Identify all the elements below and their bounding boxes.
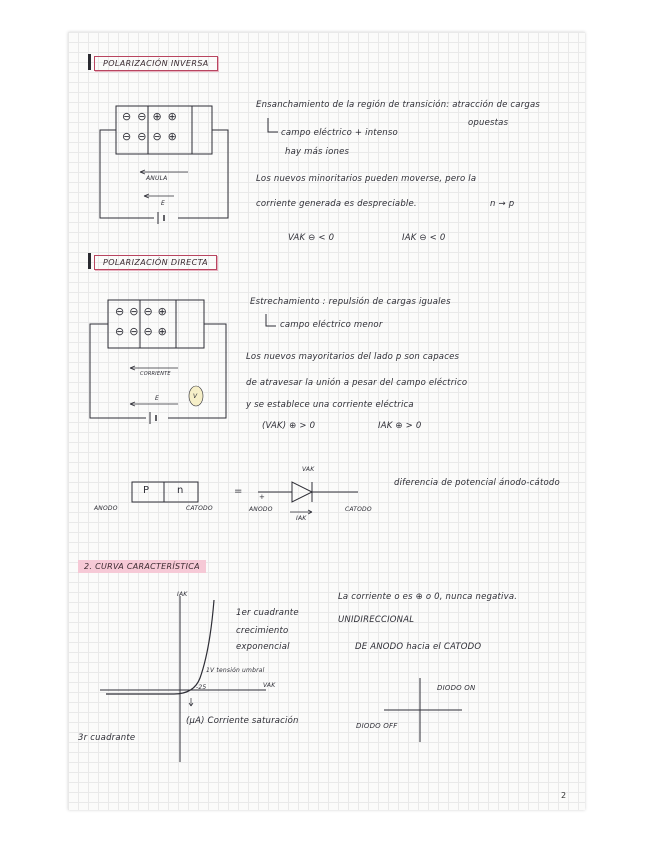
pn-block bbox=[130, 480, 200, 506]
note-inversa-4: Los nuevos minoritarios pueden moverse, pero la bbox=[256, 174, 477, 184]
note-directa-5: y se establece una corriente eléctrica bbox=[246, 400, 414, 410]
note-inversa-2: campo eléctrico + intenso bbox=[281, 128, 398, 138]
quadrant1-label-2: crecimiento bbox=[236, 626, 289, 636]
formula-iak-inversa: IAK ⊖ < 0 bbox=[402, 233, 446, 243]
note-directa-2: campo eléctrico menor bbox=[280, 320, 383, 330]
diode-on-label: DIODO ON bbox=[437, 684, 476, 692]
arrow-bracket-icon bbox=[266, 118, 280, 136]
current-label-inversa: ANULA bbox=[146, 175, 168, 182]
anodo-label-right: ANODO bbox=[249, 506, 273, 513]
section-heading-directa: POLARIZACIÓN DIRECTA bbox=[94, 255, 217, 270]
vak-axis-label: VAK bbox=[263, 682, 276, 689]
note-inversa-5b: n → p bbox=[490, 199, 515, 209]
quadrant1-label-1: 1er cuadrante bbox=[236, 608, 299, 618]
formula-vak-directa: (VAK) ⊕ > 0 bbox=[262, 421, 316, 431]
catodo-label-left: CATODO bbox=[186, 505, 213, 512]
note-curva-1: La corriente o es ⊕ o 0, nunca negativa. bbox=[338, 592, 518, 602]
note-directa-1: Estrechamiento : repulsión de cargas iguales bbox=[250, 297, 451, 307]
iak-axis-label: IAK bbox=[177, 591, 188, 598]
charge-row-2: ⊖⊖⊖⊕ bbox=[122, 130, 183, 143]
note-inversa-1b: opuestas bbox=[468, 118, 509, 128]
plus-label: + bbox=[259, 493, 266, 501]
iak-label: IAK bbox=[296, 515, 307, 522]
charge-row-2-directa: ⊖⊖⊖⊕ bbox=[115, 325, 172, 338]
note-directa-4: de atravesar la unión a pesar del campo eléctrico bbox=[246, 378, 468, 388]
saturation-label: (μA) Corriente saturación bbox=[186, 716, 299, 726]
quadrant3-label: 3r cuadrante bbox=[78, 733, 136, 743]
page-number: 2 bbox=[561, 791, 567, 800]
note-curva-2: UNIDIRECCIONAL bbox=[338, 615, 415, 625]
equals-sign: = bbox=[234, 486, 243, 497]
note-inversa-3: hay más iones bbox=[285, 147, 350, 157]
formula-iak-directa: IAK ⊕ > 0 bbox=[378, 421, 422, 431]
formula-vak-inversa: VAK ⊖ < 0 bbox=[288, 233, 335, 243]
charge-row-1-directa: ⊖⊖⊖⊕ bbox=[115, 305, 172, 318]
p-label: P bbox=[143, 485, 150, 496]
source-label-directa: V bbox=[193, 393, 198, 400]
catodo-label-right: CATODO bbox=[345, 506, 372, 513]
n-label: n bbox=[177, 485, 184, 496]
potential-note: diferencia de potencial ánodo-cátodo bbox=[394, 478, 560, 488]
note-inversa-5: corriente generada es despreciable. bbox=[256, 199, 417, 209]
section-heading-curva: 2. CURVA CARACTERÍSTICA bbox=[78, 560, 206, 573]
anodo-label-left: ANODO bbox=[94, 505, 118, 512]
vak-label: VAK bbox=[302, 466, 315, 473]
field-label-directa: E bbox=[155, 395, 159, 402]
heading-marker bbox=[88, 253, 91, 269]
diode-off-label: DIODO OFF bbox=[356, 722, 398, 730]
threshold-label: 1V tensión umbral bbox=[206, 667, 265, 674]
note-inversa-1: Ensanchamiento de la región de transición: atracción de cargas bbox=[256, 100, 541, 110]
current-label-directa: CORRIENTE bbox=[140, 371, 171, 377]
neg-tick-label: -25 bbox=[196, 684, 207, 691]
charge-row-1: ⊖⊖⊕⊕ bbox=[122, 110, 183, 123]
quadrant1-label-3: exponencial bbox=[236, 642, 290, 652]
section-heading-inversa: POLARIZACIÓN INVERSA bbox=[94, 56, 218, 71]
note-directa-3: Los nuevos mayoritarios del lado p son capaces bbox=[246, 352, 460, 362]
heading-marker bbox=[88, 54, 91, 70]
arrow-bracket-icon bbox=[264, 314, 278, 332]
note-curva-3: DE ANODO hacia el CATODO bbox=[355, 642, 482, 652]
field-label-inversa: E bbox=[161, 200, 165, 207]
minus-label: - bbox=[344, 488, 347, 496]
